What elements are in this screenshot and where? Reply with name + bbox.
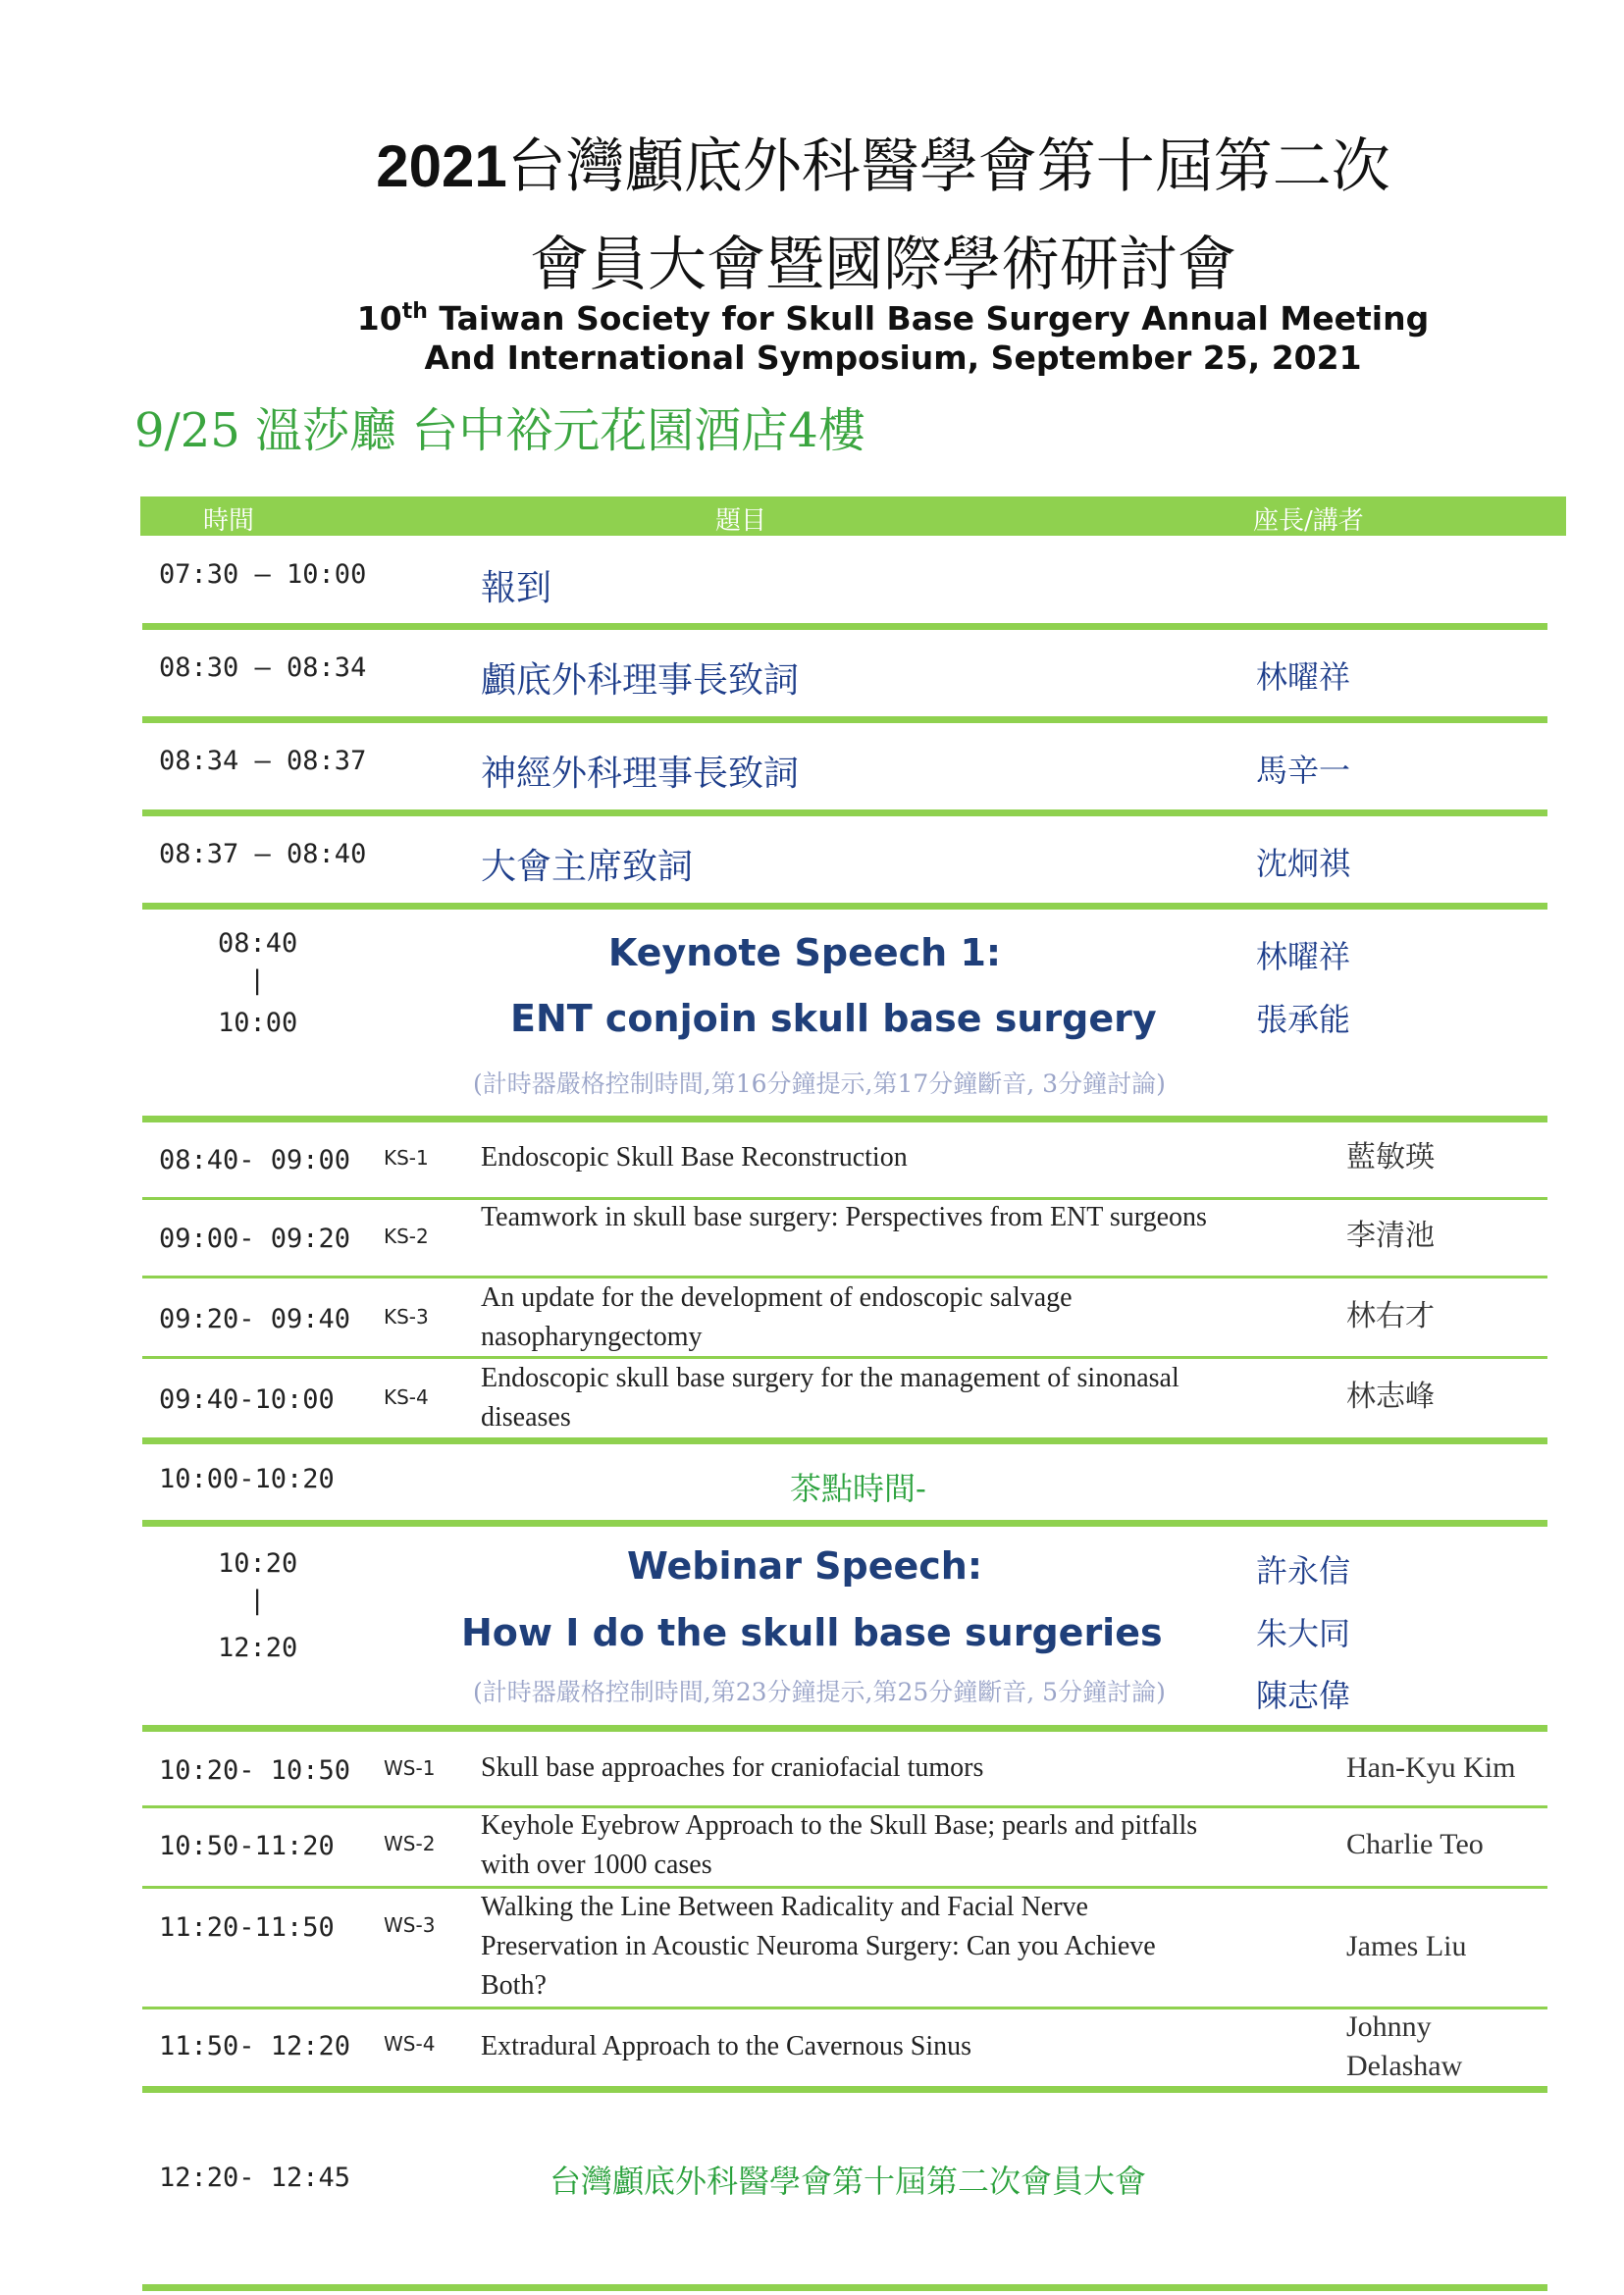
talk-speaker: 林志峰 — [1346, 1381, 1435, 1413]
keynote-start: 08:40 — [218, 928, 298, 959]
title-en-line2: And International Symposium, September 25, 2021 — [424, 339, 1362, 377]
talk-time: 11:20-11:50 — [159, 1912, 335, 1943]
assembly-label: 台灣顱底外科醫學會第十屆第二次會員大會 — [550, 2163, 1147, 2200]
opening-topic: 大會主席致詞 — [481, 847, 694, 887]
talk-title: Teamwork in skull base surgery: Perspectives from ENT surgeons — [481, 1202, 1207, 1232]
title-en-sup: th — [401, 299, 428, 324]
talk-code: WS-1 — [384, 1756, 436, 1780]
keynote-end: 10:00 — [218, 1008, 298, 1038]
talk-title: Endoscopic Skull Base Reconstruction — [481, 1142, 908, 1173]
opening-speaker: 林曜祥 — [1256, 658, 1351, 696]
talk-speaker: Charlie Teo — [1346, 1828, 1484, 1860]
divider — [142, 2284, 1547, 2291]
opening-topic: 報到 — [481, 568, 552, 608]
divider — [142, 716, 1547, 723]
webinar-timing-note: (計時器嚴格控制時間,第23分鐘提示,第25分鐘斷音, 5分鐘討論) — [473, 1678, 1166, 1706]
divider — [142, 2086, 1547, 2093]
talk-title: Skull base approaches for craniofacial tumors — [481, 1752, 984, 1783]
talk-speaker: 林右才 — [1346, 1300, 1435, 1332]
header-topic: 題目 — [715, 506, 767, 536]
talk-time: 09:20- 09:40 — [159, 1304, 351, 1334]
divider — [142, 1725, 1547, 1732]
talk-code: WS-4 — [384, 2032, 436, 2056]
talk-title: An update for the development of endoscopic salvage nasopharyngectomy — [481, 1282, 1073, 1352]
talk-title: Walking the Line Between Radicality and Facial Nerve Preservation in Acoustic Neuroma Surgery: Can you Achieve Both? — [481, 1892, 1156, 2001]
divider — [142, 903, 1547, 910]
talk-time: 11:50- 12:20 — [159, 2031, 351, 2061]
talk-speaker: Johnny Delashaw — [1346, 2010, 1463, 2082]
keynote-timing-note: (計時器嚴格控制時間,第16分鐘提示,第17分鐘斷音, 3分鐘討論) — [473, 1069, 1166, 1098]
divider — [142, 2007, 1547, 2009]
webinar-chair: 陳志偉 — [1256, 1677, 1351, 1714]
talk-code: WS-2 — [384, 1832, 436, 1855]
title-en-line1-text: Taiwan Society for Skull Base Surgery Annual Meeting — [427, 299, 1430, 338]
webinar-subtitle: How I do the skull base surgeries — [461, 1611, 1163, 1654]
keynote-subtitle: ENT conjoin skull base surgery — [510, 997, 1157, 1040]
title-year: 2021 — [376, 133, 507, 199]
assembly-time: 12:20- 12:45 — [159, 2163, 351, 2193]
divider — [142, 623, 1547, 630]
talk-code: KS-2 — [384, 1225, 429, 1248]
talk-code: WS-3 — [384, 1913, 436, 1937]
divider — [142, 1116, 1547, 1122]
talk-time: 10:50-11:20 — [159, 1831, 335, 1861]
talk-time: 09:40-10:00 — [159, 1384, 335, 1415]
opening-time: 08:34 – 08:37 — [159, 746, 367, 776]
opening-topic: 神經外科理事長致詞 — [481, 754, 800, 794]
table-header — [140, 496, 1566, 536]
opening-time: 08:37 – 08:40 — [159, 839, 367, 869]
talk-title: Endoscopic skull base surgery for the management of sinonasal diseases — [481, 1363, 1179, 1433]
talk-time: 10:20- 10:50 — [159, 1755, 351, 1786]
opening-speaker: 沈炯祺 — [1256, 845, 1351, 882]
talk-speaker: 藍敏瑛 — [1346, 1141, 1435, 1174]
webinar-start: 10:20 — [218, 1548, 298, 1579]
header-chair: 座長/講者 — [1253, 506, 1364, 536]
break-time: 10:00-10:20 — [159, 1464, 335, 1494]
webinar-chair: 朱大同 — [1256, 1615, 1351, 1652]
talk-title: Keyhole Eyebrow Approach to the Skull Base; pearls and pitfalls with over 1000 cases — [481, 1810, 1198, 1880]
talk-code: KS-1 — [384, 1146, 429, 1170]
keynote-sep: | — [249, 965, 266, 996]
title-cn-line1-text: 台灣顱底外科醫學會第十屆第二次 — [506, 132, 1390, 201]
talk-code: KS-3 — [384, 1305, 429, 1329]
webinar-end: 12:20 — [218, 1633, 298, 1663]
break-label: 茶點時間- — [790, 1470, 926, 1507]
keynote-chair: 林曜祥 — [1256, 938, 1351, 975]
talk-code: KS-4 — [384, 1385, 429, 1409]
webinar-chair: 許永信 — [1256, 1552, 1351, 1590]
opening-time: 08:30 – 08:34 — [159, 652, 367, 683]
title-cn-line1 — [0, 120, 1624, 204]
venue: 9/25 溫莎廳 台中裕元花園酒店4樓 — [134, 403, 865, 458]
keynote-chair: 張承能 — [1256, 1001, 1351, 1038]
opening-speaker: 馬辛一 — [1256, 752, 1351, 789]
title-cn-line2: 會員大會暨國際學術研討會 — [530, 231, 1236, 299]
webinar-title: Webinar Speech: — [626, 1544, 983, 1588]
talk-speaker: 李清池 — [1346, 1220, 1435, 1252]
divider — [142, 809, 1547, 816]
talk-time: 08:40- 09:00 — [159, 1145, 351, 1175]
divider — [142, 1437, 1547, 1444]
opening-topic: 顱底外科理事長致詞 — [481, 660, 800, 701]
title-en-ordinal: 10 — [356, 299, 402, 338]
webinar-sep: | — [249, 1586, 266, 1616]
talk-speaker: Han-Kyu Kim — [1346, 1751, 1516, 1784]
header-time: 時間 — [203, 506, 255, 536]
talk-time: 09:00- 09:20 — [159, 1224, 351, 1254]
talk-speaker: James Liu — [1346, 1930, 1467, 1962]
divider — [142, 1520, 1547, 1527]
title-en-line1 — [0, 299, 1624, 338]
opening-time: 07:30 – 10:00 — [159, 559, 367, 590]
keynote-title: Keynote Speech 1: — [607, 931, 1002, 974]
talk-title: Extradural Approach to the Cavernous Sinus — [481, 2031, 972, 2061]
